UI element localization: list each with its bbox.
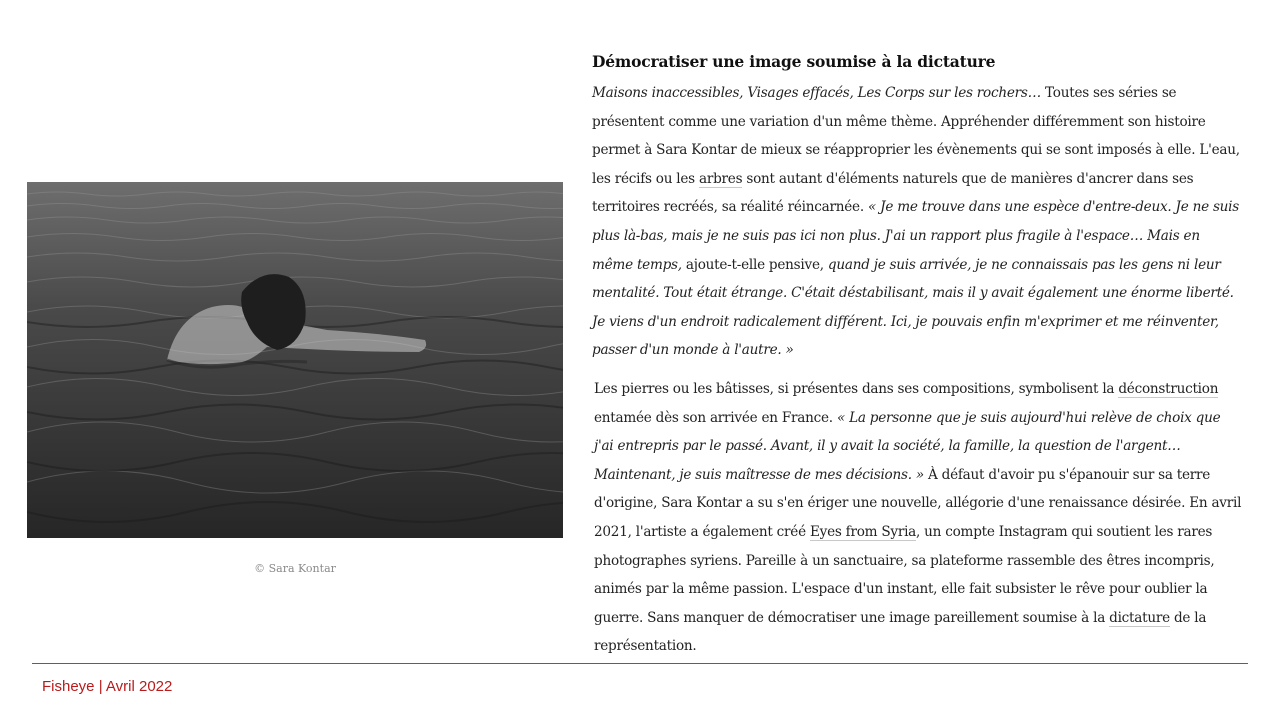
article-body: [592, 52, 1242, 661]
section-heading: Démocratiser une image soumise à la dictature: [592, 52, 996, 71]
article-photo: [27, 182, 563, 538]
link-arbres[interactable]: arbres: [698, 170, 743, 187]
quote: quand je suis arrivée, je ne connaissais pas les gens ni leur mentalité. Tout était étrange. C'était déstabilisant, mais il y avait également une énorme liberté. Je viens d'un endroit radicalement différent. Ici, je pouvais enfin m'exprimer et me réinventer, passer d'un monde à l'autre. »: [592, 256, 1234, 359]
footer-divider: [32, 663, 1248, 664]
text-span: Les pierres ou les bâtisses, si présentes dans ses compositions, symbolisent la: [594, 380, 1119, 397]
text-span: , un compte Instagram qui soutient les rares photographes syriens. Pareille à un sanctuaire, sa plateforme rassemble des êtres incompris, animés par la même passion. L'espace d'un instant, elle fait subsister le rêve pour oublier la guerre. Sans manquer de démocratiser une image pareillement soumise à la: [594, 523, 1215, 626]
text-span: À défaut d'avoir pu s'épanouir sur sa terre d'origine, Sara Kontar a su s'en ériger une nouvelle, allégorie d'une renaissance désirée. En avril 2021, l'artiste a également créé: [594, 466, 1242, 540]
link-deconstruction[interactable]: déconstruction: [1118, 380, 1219, 397]
text-span: sont autant d'éléments naturels que de manières d'ancrer dans ses territoires recréés, sa réalité réincarnée.: [592, 170, 1194, 216]
text-span: de la représentation.: [594, 609, 1207, 655]
paragraph-2: [592, 375, 1242, 661]
paragraph-1: [592, 79, 1242, 365]
footer-label: Fisheye | Avril 2022: [42, 678, 173, 695]
link-eyes-from-syria[interactable]: Eyes from Syria: [809, 523, 917, 540]
text-span: ajoute-t-elle pensive,: [681, 256, 828, 273]
link-dictature[interactable]: dictature: [1109, 609, 1170, 626]
quote: « Je me trouve dans une espèce d'entre-deux. Je ne suis plus là-bas, mais je ne suis pas ici non plus. J'ai un rapport plus fragile à l'espace… Mais en même temps,: [592, 199, 1240, 273]
text-span: entamée dès son arrivée en France.: [594, 409, 837, 426]
text-span: Toutes ses séries se présentent comme une variation d'un même thème. Appréhender différemment son histoire permet à Sara Kontar de mieux se réapproprier les évènements qui se sont imposés à elle. L'eau, les récifs ou les: [592, 85, 1240, 187]
series-titles: Maisons inaccessibles, Visages effacés, Les Corps sur les rochers…: [592, 85, 1041, 101]
photo-credit: © Sara Kontar: [254, 562, 336, 575]
quote: « La personne que je suis aujourd'hui relève de choix que j'ai entrepris par le passé. Avant, il y avait la société, la famille, la question de l'argent… Maintenant, je suis maîtresse de mes décisions. »: [594, 409, 1221, 483]
